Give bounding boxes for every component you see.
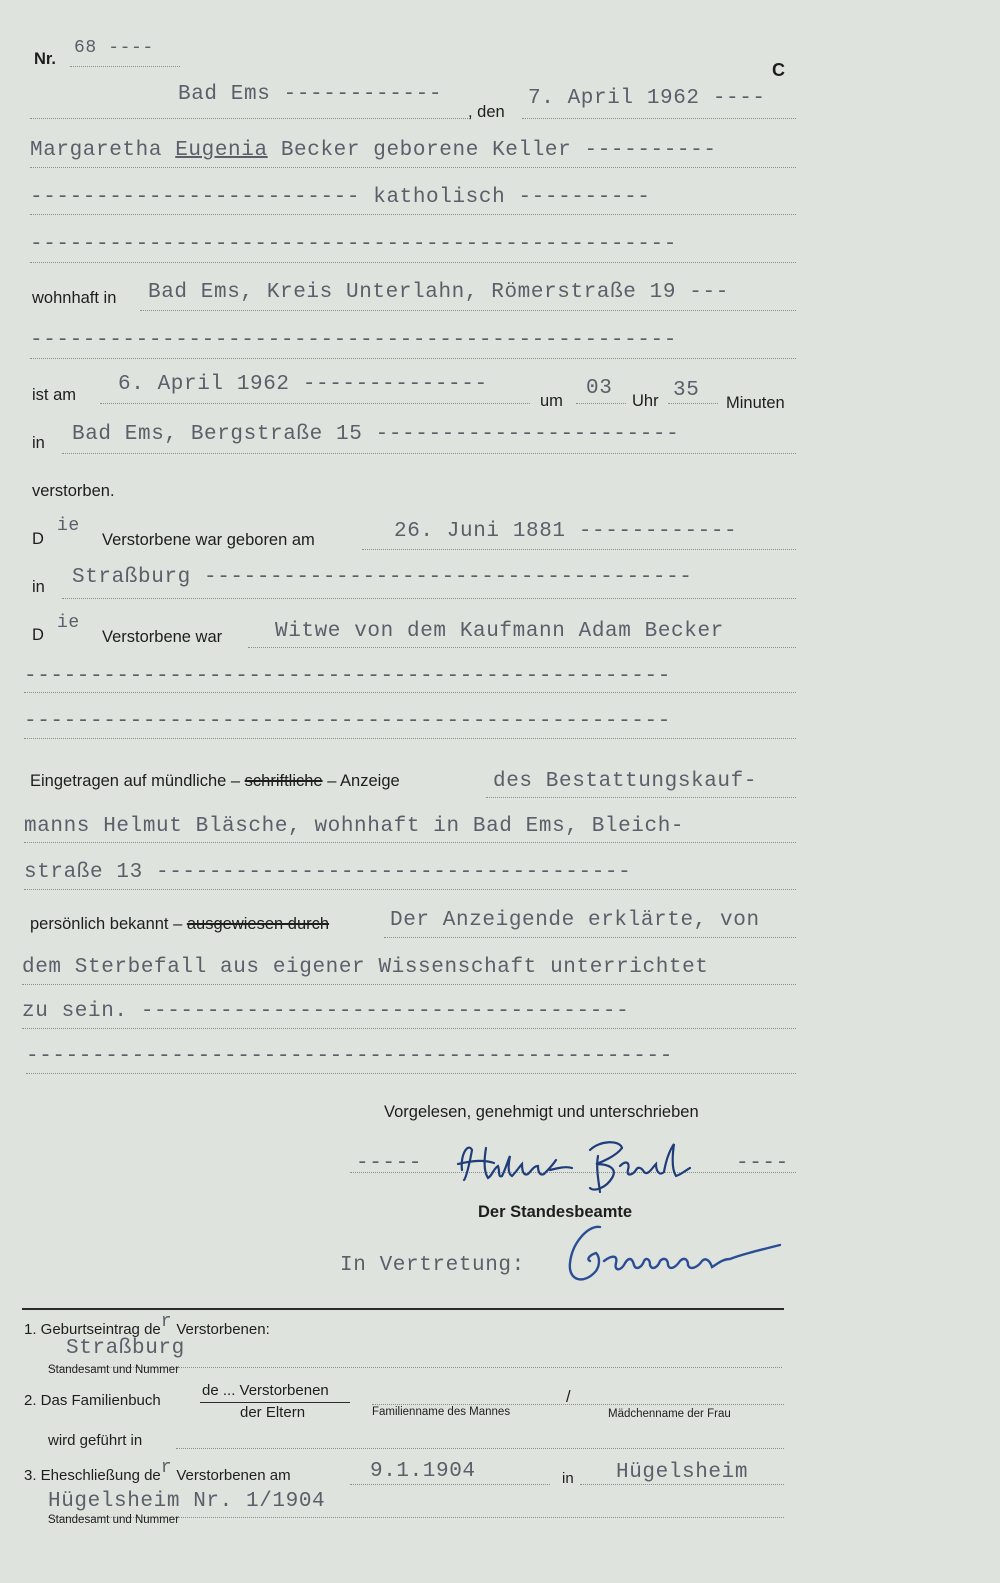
read-approved-label: Vorgelesen, genehmigt und unterschrieben: [384, 1103, 699, 1121]
place-dotted-line: [30, 118, 470, 119]
identity-label-struck: ausgewiesen durch: [186, 915, 330, 933]
f2-slash: /: [566, 1388, 571, 1406]
status-blank-dotted-line-1: [24, 692, 796, 693]
death-in-label: in: [32, 434, 45, 452]
birth-date: 26. Juni 1881 ------------: [394, 520, 738, 543]
status-blank-line-1: -------------------------------------------------: [24, 665, 671, 688]
birth-d-prefix: D: [32, 530, 44, 548]
f3-value: Hügelsheim Nr. 1/1904: [48, 1490, 326, 1513]
nr-value: 68 ----: [74, 38, 154, 58]
f2-option-divider: [200, 1402, 350, 1403]
death-place: Bad Ems, Bergstraße 15 -----------------------: [72, 423, 680, 446]
status-blank-dotted-line-2: [24, 738, 796, 739]
identity-label-a: persönlich bekannt –: [30, 915, 183, 933]
nr-dotted-line: [70, 66, 180, 67]
f3-letter: r: [160, 1458, 173, 1478]
blank-dotted-line-2: [30, 358, 796, 359]
f2-kept-label: wird geführt in: [48, 1432, 143, 1449]
identity-blank-line: -------------------------------------------------: [26, 1045, 673, 1068]
residence-dotted-line: [140, 310, 796, 311]
status-dotted-line: [248, 647, 796, 648]
f2-kept-dotted-line: [176, 1448, 784, 1449]
registry-date: 7. April 1962 ----: [528, 87, 766, 110]
registration-label-b: – Anzeige: [327, 772, 400, 790]
uhr-label: Uhr: [632, 392, 659, 410]
birth-place: Straßburg -------------------------------------: [72, 566, 693, 589]
f3-label-a: 3. Eheschließung de: [24, 1467, 161, 1484]
registration-dotted-line-3: [24, 889, 796, 890]
identity-dotted-line-3: [22, 1028, 796, 1029]
status-label: Verstorbene war: [102, 628, 223, 646]
f2-caption-husband: Familienname des Mannes: [372, 1406, 511, 1418]
f1-label-b: Verstorbenen:: [176, 1321, 270, 1338]
f1-value: Straßburg: [66, 1337, 185, 1360]
registry-place: Bad Ems ------------: [178, 83, 443, 106]
deputy-label: In Vertretung:: [340, 1254, 525, 1277]
status-d-prefix: D: [32, 626, 44, 644]
status-d-suffix: ie: [57, 613, 80, 633]
death-place-dotted-line: [62, 453, 796, 454]
birth-in-label: in: [32, 578, 45, 596]
name-underlined: Eugenia: [175, 139, 268, 162]
identity-blank-dotted-line: [26, 1073, 796, 1074]
identity-text-2: dem Sterbefall aus eigener Wissenschaft unterrichtet: [22, 956, 709, 979]
status-value: Witwe von dem Kaufmann Adam Becker: [275, 620, 724, 643]
residence-value: Bad Ems, Kreis Unterlahn, Römerstraße 19 ---: [148, 281, 729, 304]
birth-label: Verstorbene war geboren am: [102, 531, 315, 549]
registration-text-1: des Bestattungskauf-: [493, 770, 758, 793]
name-rest: Becker geborene Keller ----------: [280, 139, 717, 162]
death-hour: 03: [586, 377, 613, 400]
registration-label-struck: schriftliche: [244, 772, 323, 790]
name-dotted-line: [30, 167, 796, 168]
f3-place: Hügelsheim: [616, 1461, 749, 1484]
f1-caption: Standesamt und Nummer: [48, 1364, 180, 1376]
f2-caption-wife: Mädchenname der Frau: [608, 1408, 731, 1420]
um-label: um: [540, 392, 563, 410]
registration-dotted-line-2: [24, 842, 796, 843]
religion-dotted-line: [30, 214, 796, 215]
f2-option-2: der Eltern: [240, 1404, 306, 1421]
f2-label: 2. Das Familienbuch: [24, 1392, 161, 1409]
deceased-name: [30, 139, 717, 162]
verstorben-label: verstorben.: [32, 482, 115, 500]
f2-names-dotted-line: [372, 1404, 784, 1405]
identity-text-3: zu sein. -------------------------------------: [22, 1000, 630, 1023]
identity-text-1: Der Anzeigende erklärte, von: [390, 909, 760, 932]
minutes-dotted-line: [668, 403, 718, 404]
f2-option-1-text: Verstorbenen: [239, 1382, 329, 1399]
f3-place-dotted-line: [580, 1484, 784, 1485]
birth-date-dotted-line: [362, 549, 796, 550]
f2-option-1: de ... Verstorbenen: [202, 1382, 329, 1399]
birth-place-dotted-line: [62, 598, 796, 599]
name-first: Margaretha: [30, 139, 163, 162]
signature-dashes-right: ----: [736, 1152, 789, 1175]
date-dotted-line: [522, 118, 796, 119]
blank-line-1: -------------------------------------------------: [30, 233, 677, 256]
f1-label-a: 1. Geburtseintrag de: [24, 1321, 161, 1338]
registration-dotted-line-1: [486, 797, 796, 798]
f3-date-dotted-line: [350, 1484, 550, 1485]
f3-date: 9.1.1904: [370, 1460, 476, 1483]
identity-label: [30, 915, 329, 934]
blank-line-2: -------------------------------------------------: [30, 329, 677, 352]
nr-label: Nr.: [34, 50, 57, 68]
ist-am-label: ist am: [32, 386, 77, 404]
minuten-label: Minuten: [726, 394, 785, 412]
identity-dotted-line-2: [22, 984, 796, 985]
birth-d-suffix: ie: [57, 516, 80, 536]
signature-dashes-left: -----: [356, 1152, 423, 1175]
death-minutes: 35: [673, 379, 700, 402]
registrar-title: Der Standesbeamte: [478, 1203, 633, 1221]
f1-letter: r: [160, 1312, 173, 1332]
informant-signature: [450, 1130, 720, 1200]
registrar-signature: [560, 1215, 800, 1295]
death-date: 6. April 1962 --------------: [118, 373, 488, 396]
residence-label: wohnhaft in: [32, 289, 117, 307]
footnotes-separator: [22, 1308, 784, 1310]
f3-label: [24, 1458, 291, 1486]
f3-label-b: Verstorbenen am: [176, 1467, 291, 1484]
hour-dotted-line: [576, 403, 626, 404]
religion-line: ------------------------- katholisch ----------: [30, 186, 651, 209]
f2-option-1-prefix: de: [202, 1382, 219, 1399]
death-date-dotted-line: [100, 403, 530, 404]
form-letter: C: [772, 60, 785, 80]
f3-caption: Standesamt und Nummer: [48, 1514, 180, 1526]
status-blank-line-2: -------------------------------------------------: [24, 710, 671, 733]
den-label: , den: [468, 103, 505, 121]
registration-text-3: straße 13 ------------------------------------: [24, 861, 632, 884]
f3-in-label: in: [562, 1470, 574, 1487]
registration-text-2: manns Helmut Bläsche, wohnhaft in Bad Ems, Bleich-: [24, 815, 685, 838]
blank-dotted-line-1: [30, 262, 796, 263]
identity-dotted-line-1: [384, 937, 796, 938]
registration-label: [30, 772, 400, 791]
registration-label-a: Eingetragen auf mündliche –: [30, 772, 241, 790]
